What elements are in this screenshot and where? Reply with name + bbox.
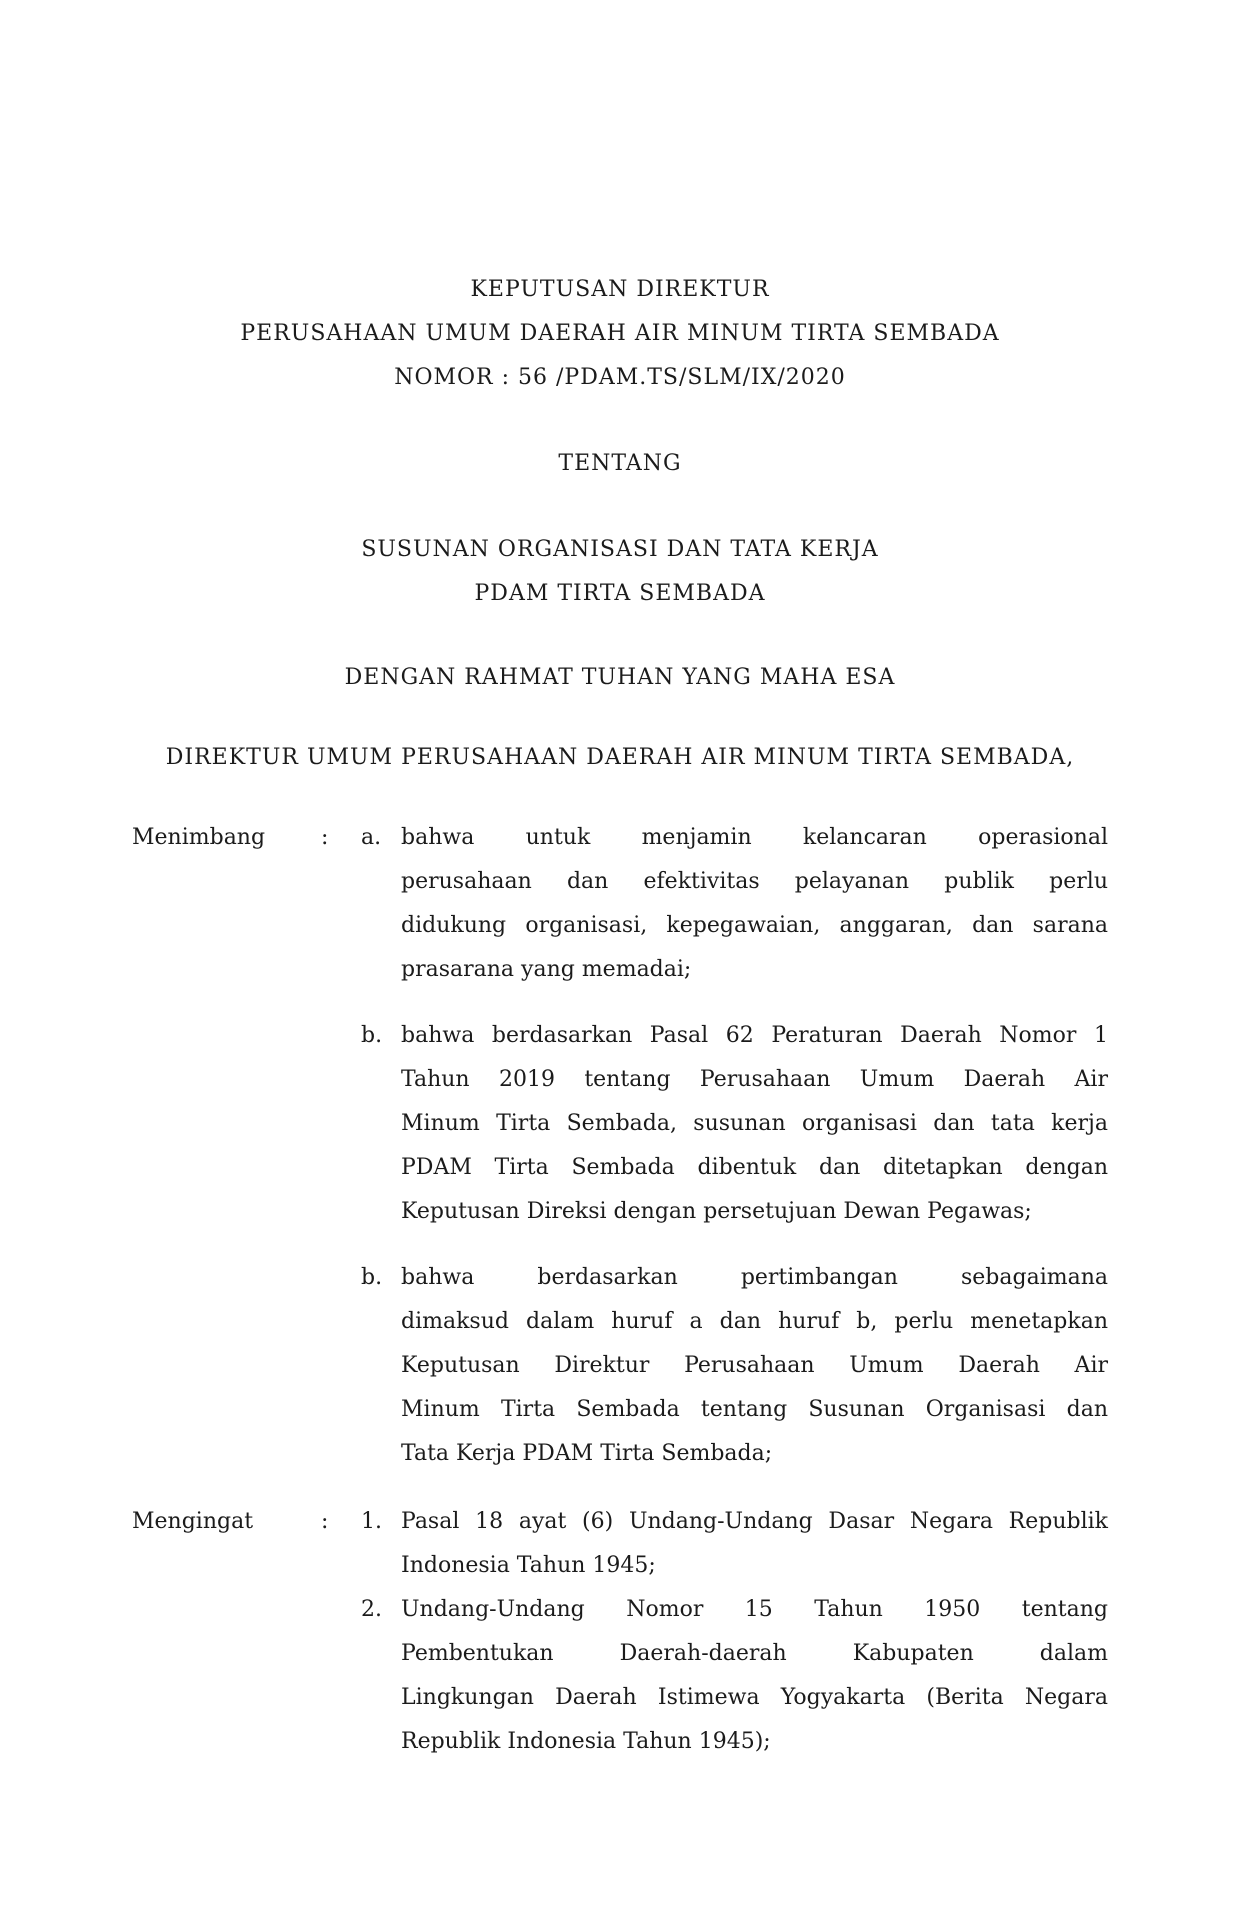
text-line: Tahun 2019 tentang Perusahaan Umum Daerah Air [401, 1067, 1108, 1092]
text-line: Minum Tirta Sembada, susunan organisasi dan tata kerja [401, 1111, 1108, 1136]
item-text [401, 816, 1108, 992]
section-colon: : [321, 825, 329, 850]
section-items [361, 1500, 1108, 1764]
text-line: Pasal 18 ayat (6) Undang-Undang Dasar Negara Republik [401, 1509, 1108, 1534]
authority-line [132, 736, 1108, 780]
text-line: bahwa untuk menjamin kelancaran operasional [401, 825, 1108, 850]
consideration-item-b1 [361, 1014, 1108, 1234]
subject-line-2: PDAM TIRTA SEMBADA [474, 581, 766, 606]
text-line: Undang-Undang Nomor 15 Tahun 1950 tentang [401, 1597, 1108, 1622]
text-line: PDAM Tirta Sembada dibentuk dan ditetapkan dengan [401, 1155, 1108, 1180]
title-line-1: KEPUTUSAN DIREKTUR [470, 277, 770, 302]
subject-title [132, 528, 1108, 616]
text-line: dimaksud dalam huruf a dan huruf b, perlu menetapkan [401, 1309, 1108, 1334]
text-line: bahwa berdasarkan pertimbangan sebagaimana [401, 1265, 1108, 1290]
text-line: Republik Indonesia Tahun 1945); [401, 1729, 771, 1754]
text-line: Keputusan Direktur Perusahaan Umum Daerah Air [401, 1353, 1108, 1378]
invocation-text: DENGAN RAHMAT TUHAN YANG MAHA ESA [344, 665, 896, 690]
tentang-heading [132, 442, 1108, 486]
legal-basis-item-2 [361, 1588, 1108, 1764]
item-marker: a. [361, 825, 382, 850]
item-text [401, 1014, 1108, 1234]
section-label: Menimbang [132, 825, 266, 850]
invocation-line [132, 656, 1108, 700]
section-items [361, 816, 1108, 1476]
consideration-item-a [361, 816, 1108, 992]
item-text [401, 1588, 1108, 1764]
title-line-number: NOMOR : 56 /PDAM.TS/SLM/IX/2020 [394, 365, 846, 390]
item-marker: b. [361, 1265, 383, 1290]
item-marker: b. [361, 1023, 383, 1048]
item-text [401, 1500, 1108, 1588]
text-line: Minum Tirta Sembada tentang Susunan Organisasi dan [401, 1397, 1108, 1422]
text-line: Pembentukan Daerah-daerah Kabupaten dalam [401, 1641, 1108, 1666]
section-menimbang [132, 816, 1108, 1476]
legal-basis-item-1 [361, 1500, 1108, 1588]
tentang-label: TENTANG [558, 451, 682, 476]
item-text [401, 1256, 1108, 1476]
authority-text: DIREKTUR UMUM PERUSAHAAN DAERAH AIR MINUM TIRTA SEMBADA, [165, 745, 1075, 770]
title-line-2: PERUSAHAAN UMUM DAERAH AIR MINUM TIRTA SEMBADA [240, 321, 1000, 346]
text-line: Tata Kerja PDAM Tirta Sembada; [401, 1441, 773, 1466]
section-colon: : [321, 1509, 329, 1534]
text-line: bahwa berdasarkan Pasal 62 Peraturan Daerah Nomor 1 [401, 1023, 1108, 1048]
consideration-item-b2 [361, 1256, 1108, 1476]
section-mengingat [132, 1500, 1108, 1764]
text-line: Keputusan Direksi dengan persetujuan Dewan Pegawas; [401, 1199, 1032, 1224]
document-title [132, 268, 1108, 400]
text-line: Indonesia Tahun 1945; [401, 1553, 656, 1578]
text-line: didukung organisasi, kepegawaian, anggaran, dan sarana [401, 913, 1108, 938]
text-line: prasarana yang memadai; [401, 957, 692, 982]
item-marker: 2. [361, 1597, 382, 1622]
text-line: perusahaan dan efektivitas pelayanan publik perlu [401, 869, 1108, 894]
item-marker: 1. [361, 1509, 382, 1534]
text-line: Lingkungan Daerah Istimewa Yogyakarta (Berita Negara [401, 1685, 1108, 1710]
section-label: Mengingat [132, 1509, 254, 1534]
subject-line-1: SUSUNAN ORGANISASI DAN TATA KERJA [361, 537, 879, 562]
